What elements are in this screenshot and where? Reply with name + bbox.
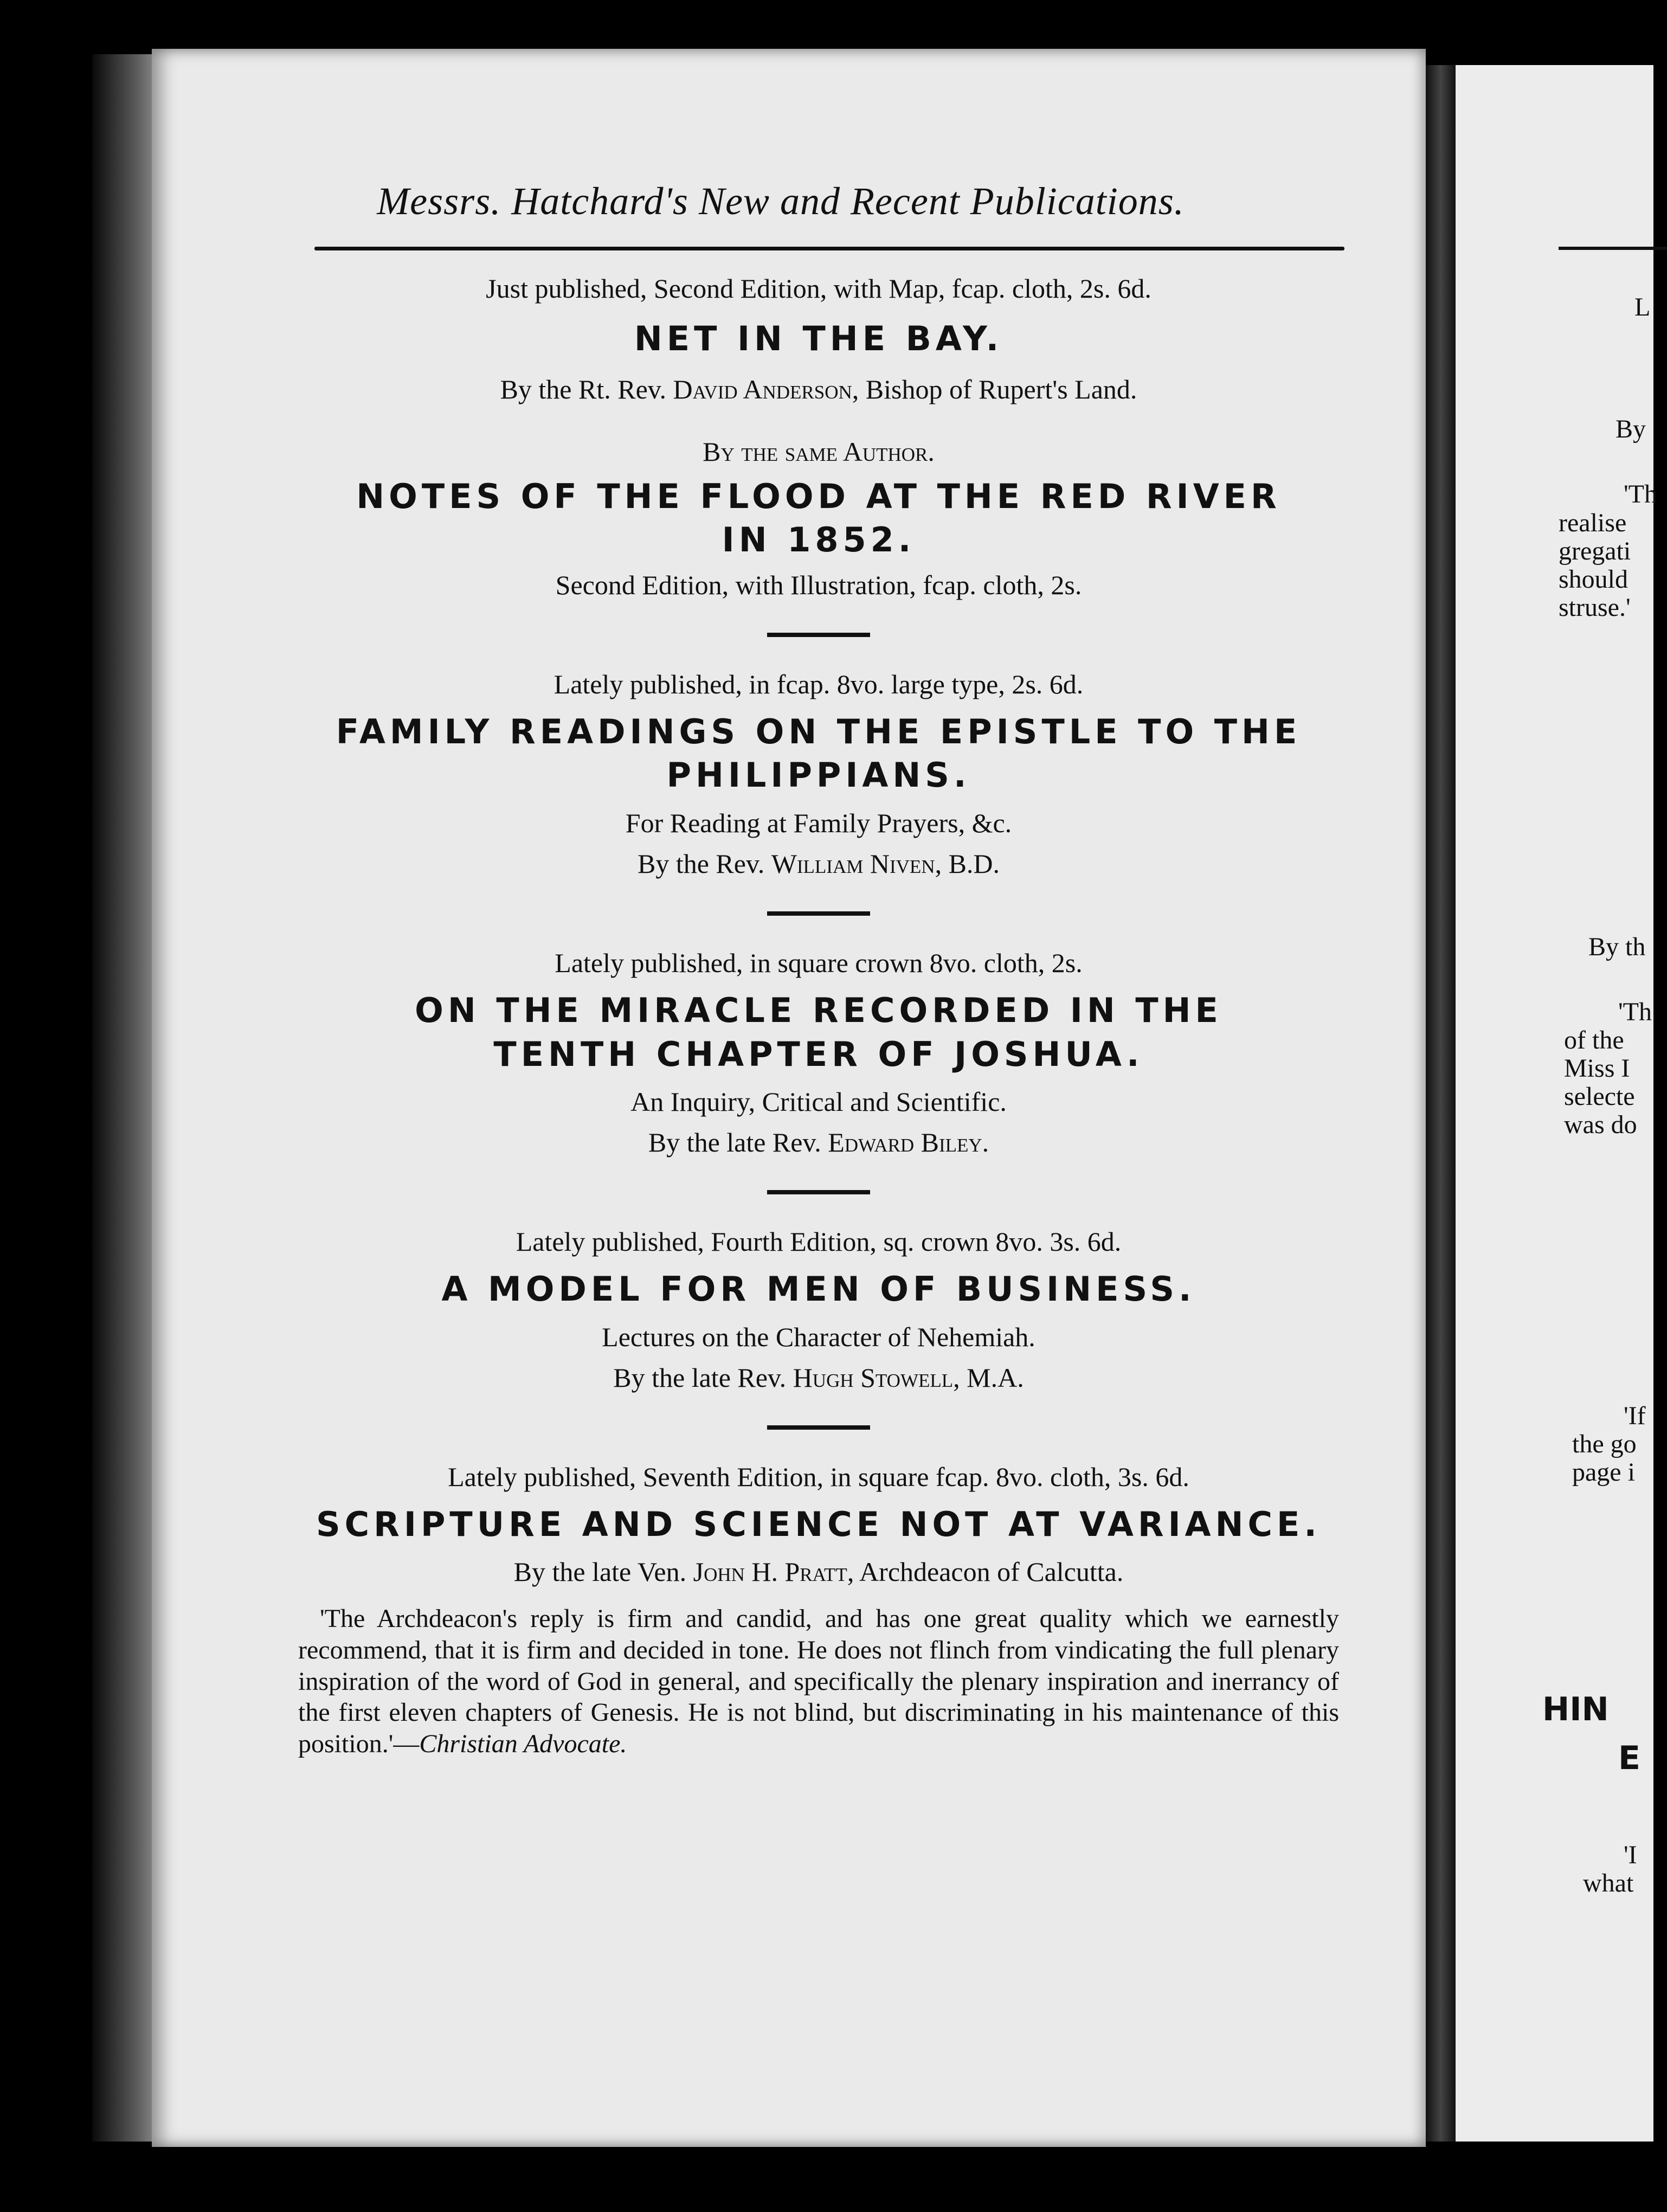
book-title: NOTES OF THE FLOOD AT THE RED RIVER	[356, 476, 1281, 516]
author-line	[298, 1554, 1339, 1590]
book-title: ON THE MIRACLE RECORDED IN THE	[415, 990, 1222, 1030]
publication-note: Just published, Second Edition, with Map, fcap. cloth, 2s. 6d.	[486, 273, 1151, 304]
entry-family-readings	[298, 667, 1339, 882]
publication-note: Lately published, in fcap. 8vo. large type, 2s. 6d.	[553, 668, 1084, 699]
right-text: selecte	[1564, 1082, 1635, 1111]
author-line	[298, 846, 1339, 882]
right-text: HIN	[1542, 1690, 1609, 1728]
section-separator	[767, 1425, 870, 1430]
author-prefix: By the Rt. Rev.	[500, 374, 667, 404]
quote-source: Christian Advocate.	[419, 1729, 627, 1758]
right-text: the go	[1572, 1430, 1637, 1458]
author-name: Hugh Stowell	[793, 1362, 954, 1393]
head-rule	[314, 247, 1344, 250]
entry-miracle-joshua	[298, 946, 1339, 1160]
running-head: Messrs. Hatchard's New and Recent Publications.	[377, 179, 1185, 223]
right-text: of the	[1564, 1026, 1624, 1054]
book-title: FAMILY READINGS ON THE EPISTLE TO THE	[336, 711, 1302, 751]
author-suffix: , B.D.	[935, 848, 1000, 879]
author-name: David Anderson	[673, 374, 852, 404]
review-quote	[298, 1603, 1339, 1759]
author-prefix: By the late Ven.	[513, 1557, 687, 1587]
author-prefix: By the Rev.	[637, 848, 765, 879]
section-separator	[767, 633, 870, 637]
author-name: Edward Biley	[828, 1127, 982, 1158]
entry-notes-of-the-flood	[298, 434, 1339, 603]
subtitle: For Reading at Family Prayers, &c.	[625, 807, 1012, 838]
right-text: 'If	[1624, 1401, 1646, 1430]
right-text: gregati	[1559, 537, 1631, 565]
author-suffix: , Archdeacon of Calcutta.	[847, 1557, 1124, 1587]
right-text: 'Th	[1618, 998, 1652, 1026]
right-text: page i	[1572, 1458, 1635, 1487]
entry-net-in-the-bay	[298, 271, 1339, 407]
page-gutter	[1426, 65, 1456, 2142]
right-text: struse.'	[1559, 593, 1631, 622]
book-title: SCRIPTURE AND SCIENCE NOT AT VARIANCE.	[316, 1504, 1321, 1544]
right-text: Miss I	[1564, 1054, 1630, 1083]
right-text: 'Th	[1624, 480, 1657, 509]
right-text: 'I	[1624, 1841, 1637, 1869]
author-suffix: , Bishop of Rupert's Land.	[852, 374, 1137, 404]
book-title-line2: IN 1852.	[722, 520, 916, 560]
book-title: A MODEL FOR MEN OF BUSINESS.	[441, 1269, 1196, 1309]
right-text: L	[1634, 293, 1651, 321]
author-prefix: By the late Rev.	[648, 1127, 821, 1158]
entry-model-for-men-of-business	[298, 1224, 1339, 1396]
author-line	[298, 1125, 1339, 1160]
right-page	[1456, 65, 1657, 2142]
author-suffix: , M.A.	[953, 1362, 1024, 1393]
quote-text: 'The Archdeacon's reply is firm and candid, and has one great quality which we earnestly recommend, that it is firm and decided in tone. He does not flinch from vindicating the full plenary inspiration of the word of God in general, and specifically the plenary inspiration and inerrancy of the first eleven chapters of Genesis. He is not blind, but discriminating in his maintenance of this position.'—	[298, 1604, 1339, 1758]
right-text: realise	[1559, 509, 1627, 537]
right-text: By th	[1588, 933, 1646, 961]
book-title-line2: PHILIPPIANS.	[666, 755, 971, 795]
book-title-line2: TENTH CHAPTER OF JOSHUA.	[493, 1034, 1144, 1074]
same-author-note: By the same Author.	[703, 436, 935, 467]
author-name: William Niven	[771, 848, 935, 879]
author-suffix: .	[982, 1127, 989, 1158]
book-title: NET IN THE BAY.	[634, 319, 1003, 358]
right-head-rule	[1559, 247, 1667, 250]
author-line	[298, 1360, 1339, 1396]
subtitle: Lectures on the Character of Nehemiah.	[602, 1321, 1035, 1352]
section-separator	[767, 1190, 870, 1194]
entry-scripture-and-science	[298, 1459, 1339, 1760]
right-text: was do	[1564, 1110, 1637, 1139]
right-text: should	[1559, 565, 1629, 594]
author-name: John H. Pratt	[693, 1557, 847, 1587]
publication-list	[298, 271, 1339, 1759]
publication-note: Lately published, Fourth Edition, sq. crown 8vo. 3s. 6d.	[516, 1226, 1122, 1257]
publication-note: Lately published, Seventh Edition, in square fcap. 8vo. cloth, 3s. 6d.	[448, 1461, 1189, 1492]
publication-note: Lately published, in square crown 8vo. cloth, 2s.	[555, 947, 1083, 978]
right-text: E	[1618, 1739, 1640, 1777]
author-line	[298, 372, 1339, 407]
author-prefix: By the late Rev.	[613, 1362, 787, 1393]
edition-note: Second Edition, with Illustration, fcap. cloth, 2s.	[555, 569, 1082, 600]
section-separator	[767, 911, 870, 916]
right-text: what	[1583, 1869, 1634, 1898]
right-text: By	[1615, 415, 1646, 443]
subtitle: An Inquiry, Critical and Scientific.	[630, 1086, 1007, 1117]
